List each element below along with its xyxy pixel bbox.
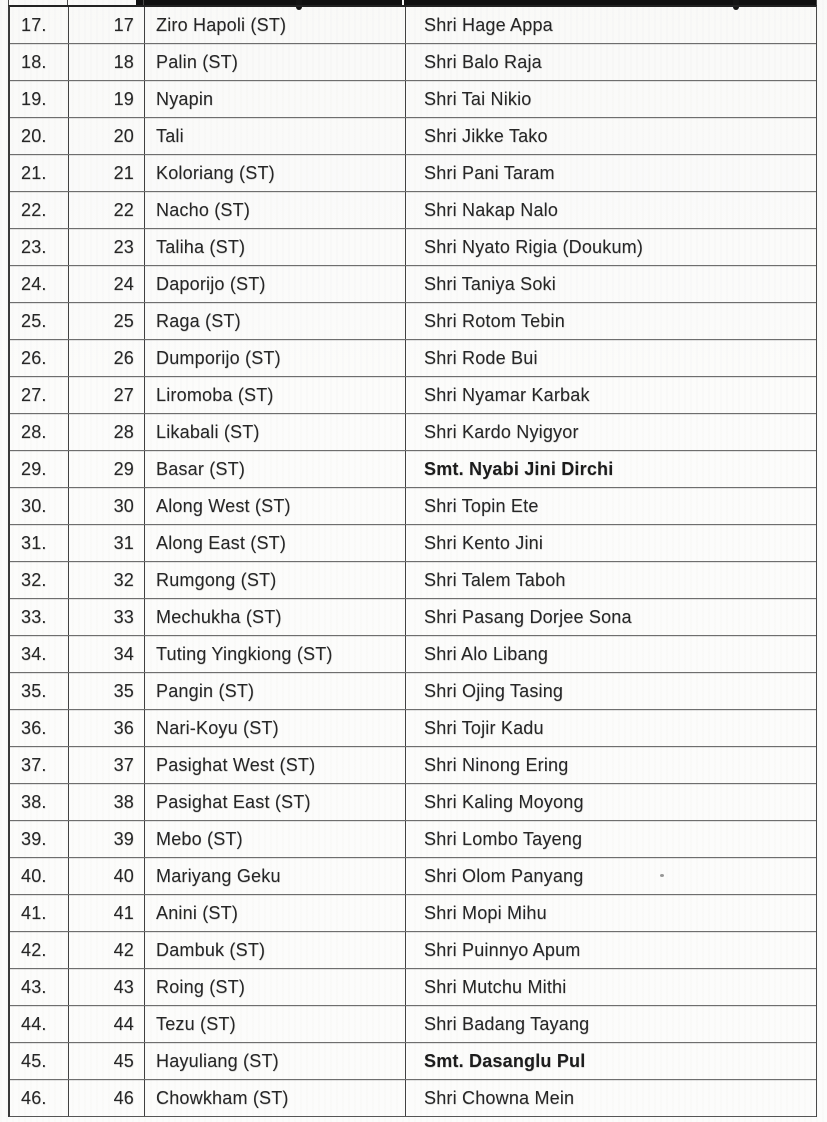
constituency-cell: Daporijo (ST) <box>145 266 406 302</box>
member-cell: Shri Puinnyo Apum <box>424 939 581 960</box>
constituency-cell: Chowkham (ST) <box>145 1080 406 1116</box>
number-cell: 42 <box>69 932 145 968</box>
member-cell: Shri Kento Jini <box>424 532 544 553</box>
serial-cell: 29. <box>10 451 69 487</box>
number-cell: 29 <box>69 451 145 487</box>
constituency-cell: Likabali (ST) <box>145 414 406 450</box>
member-cell: Shri Mopi Mihu <box>424 902 547 923</box>
table-row <box>10 1080 816 1116</box>
scan-speck <box>660 874 664 877</box>
member-cell: Shri Rode Bui <box>424 347 538 368</box>
member-cell: Shri Talem Taboh <box>424 569 566 590</box>
table-row <box>10 673 816 710</box>
table-row <box>10 821 816 858</box>
member-cell: Shri Pani Taram <box>424 162 555 183</box>
table-row <box>10 81 816 118</box>
number-cell: 40 <box>69 858 145 894</box>
table-row <box>10 340 816 377</box>
constituency-cell: Nacho (ST) <box>145 192 406 228</box>
table-row <box>10 636 816 673</box>
serial-cell: 24. <box>10 266 69 302</box>
constituency-cell: Ziro Hapoli (ST) <box>145 7 406 43</box>
serial-cell: 45. <box>10 1043 69 1079</box>
serial-cell: 31. <box>10 525 69 561</box>
constituency-cell: Nari-Koyu (ST) <box>145 710 406 746</box>
table-row <box>10 747 816 784</box>
constituency-cell: Anini (ST) <box>145 895 406 931</box>
member-cell: Shri Tojir Kadu <box>424 717 544 738</box>
constituency-cell: Rumgong (ST) <box>145 562 406 598</box>
number-cell: 38 <box>69 784 145 820</box>
member-cell: Shri Rotom Tebin <box>424 310 565 331</box>
serial-cell: 20. <box>10 118 69 154</box>
constituency-cell: Pasighat East (ST) <box>145 784 406 820</box>
constituency-cell: Nyapin <box>145 81 406 117</box>
table-row <box>10 488 816 525</box>
table-row <box>10 229 816 266</box>
member-cell: Shri Ojing Tasing <box>424 680 564 701</box>
constituency-member-table <box>8 5 817 1117</box>
serial-cell: 39. <box>10 821 69 857</box>
member-cell: Shri Topin Ete <box>424 495 539 516</box>
number-cell: 39 <box>69 821 145 857</box>
constituency-cell: Raga (ST) <box>145 303 406 339</box>
member-cell: Shri Chowna Mein <box>424 1087 575 1108</box>
constituency-cell: Mariyang Geku <box>145 858 406 894</box>
member-cell: Shri Olom Panyang <box>424 865 584 886</box>
number-cell: 46 <box>69 1080 145 1116</box>
number-cell: 18 <box>69 44 145 80</box>
table-row <box>10 303 816 340</box>
member-cell: Shri Pasang Dorjee Sona <box>424 606 632 627</box>
member-cell: Shri Jikke Tako <box>424 125 548 146</box>
member-cell: Shri Kaling Moyong <box>424 791 584 812</box>
serial-cell: 38. <box>10 784 69 820</box>
member-cell: Shri Lombo Tayeng <box>424 828 583 849</box>
serial-cell: 46. <box>10 1080 69 1116</box>
serial-cell: 37. <box>10 747 69 783</box>
serial-cell: 18. <box>10 44 69 80</box>
constituency-cell: Tali <box>145 118 406 154</box>
serial-cell: 33. <box>10 599 69 635</box>
serial-cell: 17. <box>10 7 69 43</box>
number-cell: 17 <box>69 7 145 43</box>
number-cell: 32 <box>69 562 145 598</box>
serial-cell: 28. <box>10 414 69 450</box>
constituency-cell: Dumporijo (ST) <box>145 340 406 376</box>
serial-cell: 27. <box>10 377 69 413</box>
table-row <box>10 266 816 303</box>
serial-cell: 19. <box>10 81 69 117</box>
table-row <box>10 599 816 636</box>
serial-cell: 41. <box>10 895 69 931</box>
number-cell: 37 <box>69 747 145 783</box>
table-row <box>10 710 816 747</box>
table-row <box>10 858 816 895</box>
number-cell: 31 <box>69 525 145 561</box>
number-cell: 44 <box>69 1006 145 1042</box>
number-cell: 26 <box>69 340 145 376</box>
number-cell: 36 <box>69 710 145 746</box>
table-row <box>10 969 816 1006</box>
serial-cell: 30. <box>10 488 69 524</box>
serial-cell: 34. <box>10 636 69 672</box>
constituency-cell: Mechukha (ST) <box>145 599 406 635</box>
table-row <box>10 1006 816 1043</box>
constituency-cell: Along East (ST) <box>145 525 406 561</box>
number-cell: 21 <box>69 155 145 191</box>
number-cell: 45 <box>69 1043 145 1079</box>
member-cell: Shri Balo Raja <box>424 51 542 72</box>
member-cell: Shri Nakap Nalo <box>424 199 559 220</box>
table-row <box>10 377 816 414</box>
serial-cell: 42. <box>10 932 69 968</box>
member-cell: Shri Badang Tayang <box>424 1013 590 1034</box>
constituency-cell: Tezu (ST) <box>145 1006 406 1042</box>
table-row <box>10 1043 816 1080</box>
number-cell: 28 <box>69 414 145 450</box>
member-cell: Shri Tai Nikio <box>424 88 532 109</box>
constituency-cell: Pasighat West (ST) <box>145 747 406 783</box>
member-cell: Smt. Dasanglu Pul <box>424 1050 586 1071</box>
member-cell: Shri Taniya Soki <box>424 273 556 294</box>
member-cell: Shri Hage Appa <box>424 14 553 35</box>
member-cell: Shri Ninong Ering <box>424 754 569 775</box>
table-row <box>10 192 816 229</box>
table-row <box>10 562 816 599</box>
number-cell: 24 <box>69 266 145 302</box>
number-cell: 41 <box>69 895 145 931</box>
constituency-cell: Liromoba (ST) <box>145 377 406 413</box>
constituency-cell: Roing (ST) <box>145 969 406 1005</box>
member-cell: Shri Nyamar Karbak <box>424 384 590 405</box>
table-row <box>10 451 816 488</box>
number-cell: 27 <box>69 377 145 413</box>
number-cell: 23 <box>69 229 145 265</box>
constituency-cell: Taliha (ST) <box>145 229 406 265</box>
number-cell: 20 <box>69 118 145 154</box>
constituency-cell: Mebo (ST) <box>145 821 406 857</box>
table-row <box>10 44 816 81</box>
table-row <box>10 414 816 451</box>
constituency-cell: Dambuk (ST) <box>145 932 406 968</box>
table-row <box>10 525 816 562</box>
member-cell: Shri Nyato Rigia (Doukum) <box>424 236 644 257</box>
number-cell: 30 <box>69 488 145 524</box>
serial-cell: 23. <box>10 229 69 265</box>
table-row <box>10 155 816 192</box>
serial-cell: 25. <box>10 303 69 339</box>
number-cell: 34 <box>69 636 145 672</box>
serial-cell: 35. <box>10 673 69 709</box>
constituency-cell: Along West (ST) <box>145 488 406 524</box>
serial-cell: 21. <box>10 155 69 191</box>
serial-cell: 43. <box>10 969 69 1005</box>
number-cell: 19 <box>69 81 145 117</box>
table-row <box>10 118 816 155</box>
serial-cell: 40. <box>10 858 69 894</box>
constituency-cell: Pangin (ST) <box>145 673 406 709</box>
table-row <box>10 784 816 821</box>
member-cell: Shri Alo Libang <box>424 643 549 664</box>
member-cell: Shri Mutchu Mithi <box>424 976 567 997</box>
number-cell: 22 <box>69 192 145 228</box>
table-row <box>10 932 816 969</box>
constituency-cell: Palin (ST) <box>145 44 406 80</box>
serial-cell: 26. <box>10 340 69 376</box>
table-row <box>10 895 816 932</box>
constituency-cell: Koloriang (ST) <box>145 155 406 191</box>
constituency-cell: Tuting Yingkiong (ST) <box>145 636 406 672</box>
constituency-cell: Basar (ST) <box>145 451 406 487</box>
table-row <box>10 7 816 44</box>
constituency-cell: Hayuliang (ST) <box>145 1043 406 1079</box>
serial-cell: 22. <box>10 192 69 228</box>
serial-cell: 36. <box>10 710 69 746</box>
number-cell: 25 <box>69 303 145 339</box>
number-cell: 33 <box>69 599 145 635</box>
serial-cell: 44. <box>10 1006 69 1042</box>
number-cell: 43 <box>69 969 145 1005</box>
number-cell: 35 <box>69 673 145 709</box>
serial-cell: 32. <box>10 562 69 598</box>
member-cell: Smt. Nyabi Jini Dirchi <box>424 458 614 479</box>
member-cell: Shri Kardo Nyigyor <box>424 421 579 442</box>
